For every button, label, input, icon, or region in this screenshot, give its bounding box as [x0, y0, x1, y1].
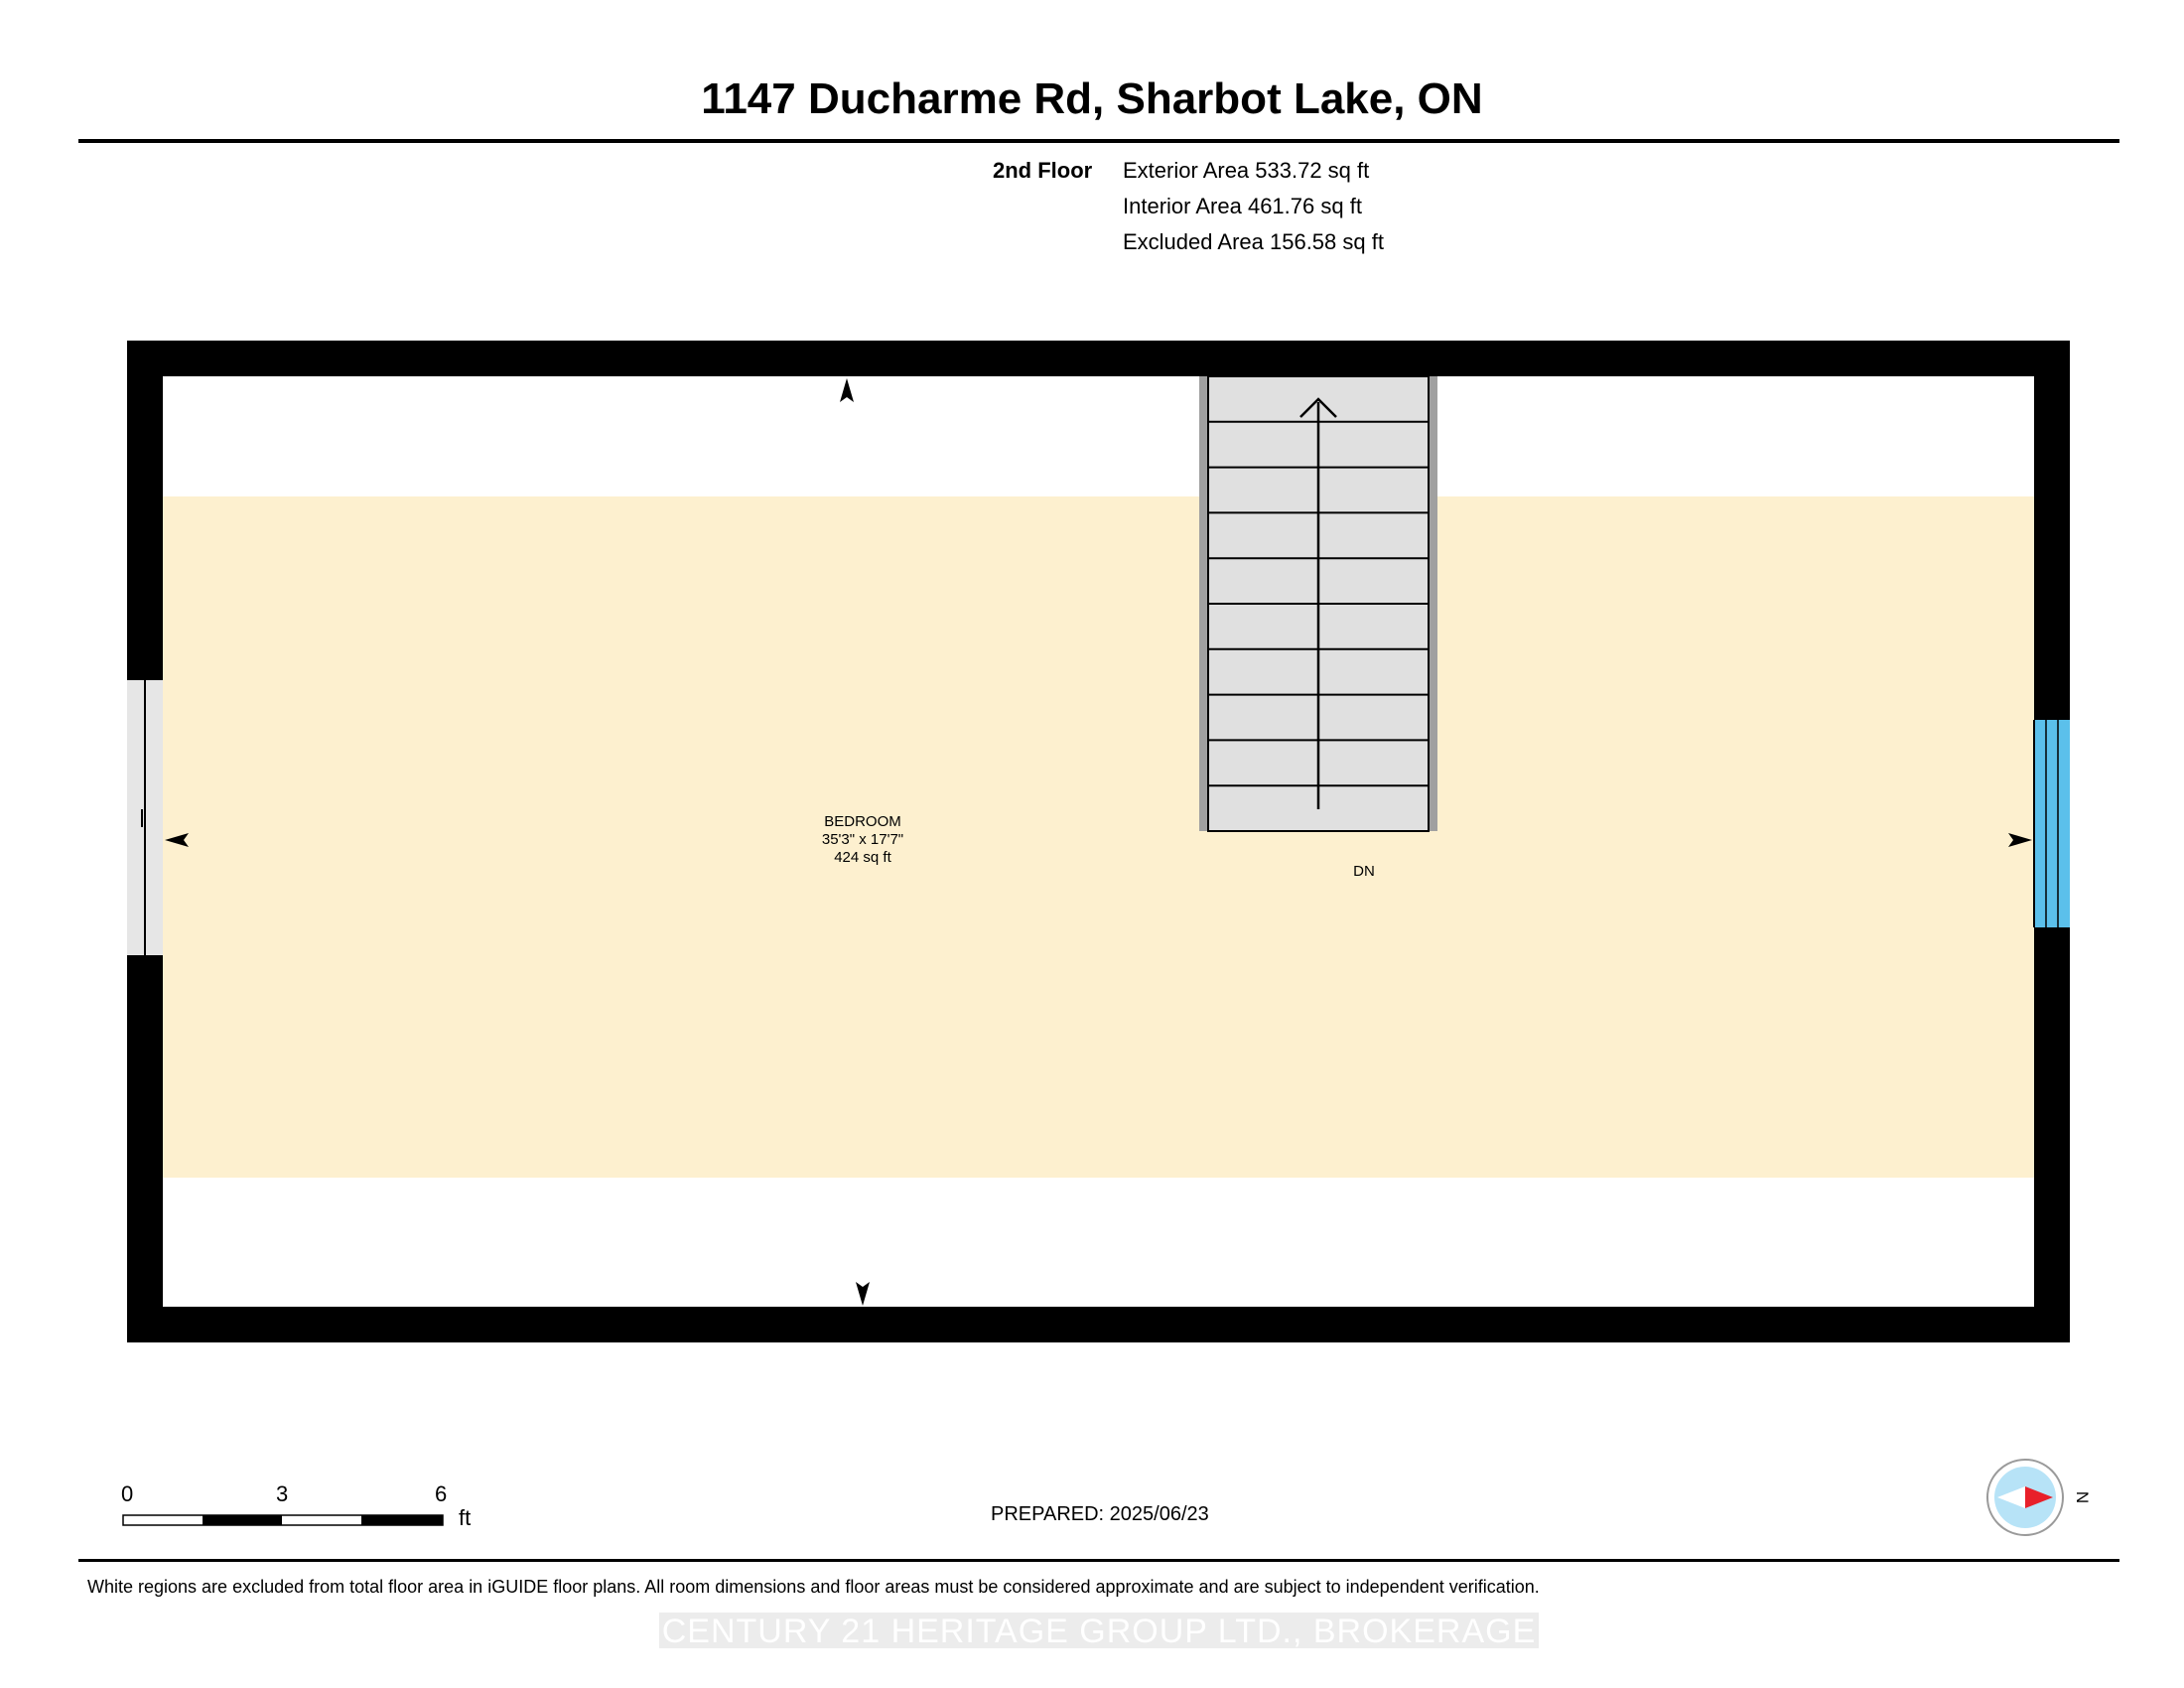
- brokerage-watermark: CENTURY 21 HERITAGE GROUP LTD., BROKERAGE: [659, 1613, 1539, 1648]
- disclaimer-text: White regions are excluded from total floor area in iGUIDE floor plans. All room dimensions and floor areas must be considered approximate and are subject to independent verification.: [87, 1577, 1540, 1597]
- room-dimensions: 35'3" x 17'7": [821, 831, 904, 848]
- room-name: BEDROOM: [824, 813, 901, 830]
- footer-divider: [78, 1559, 2119, 1562]
- excluded-area: Excluded Area 156.58 sq ft: [1123, 229, 1384, 254]
- bedroom-floor: [163, 496, 2034, 1178]
- compass-icon: [1987, 1460, 2092, 1535]
- prepared-date: PREPARED: 2025/06/23: [991, 1503, 1209, 1525]
- page-title: 1147 Ducharme Rd, Sharbot Lake, ON: [701, 74, 1483, 123]
- exterior-area: Exterior Area 533.72 sq ft: [1123, 158, 1370, 183]
- scale-unit: ft: [459, 1505, 472, 1530]
- right-window: [2034, 720, 2070, 927]
- scale-tick-0: 0: [121, 1481, 134, 1506]
- staircase: [1199, 376, 1437, 831]
- interior-area: Interior Area 461.76 sq ft: [1123, 194, 1362, 218]
- scale-tick-6: 6: [435, 1481, 448, 1506]
- stairs-label: DN: [1353, 863, 1375, 880]
- scale-bar: [123, 1515, 443, 1525]
- floor-name: 2nd Floor: [993, 158, 1093, 183]
- compass-north-label: N: [2073, 1490, 2092, 1504]
- room-area: 424 sq ft: [834, 849, 891, 866]
- scale-tick-3: 3: [276, 1481, 289, 1506]
